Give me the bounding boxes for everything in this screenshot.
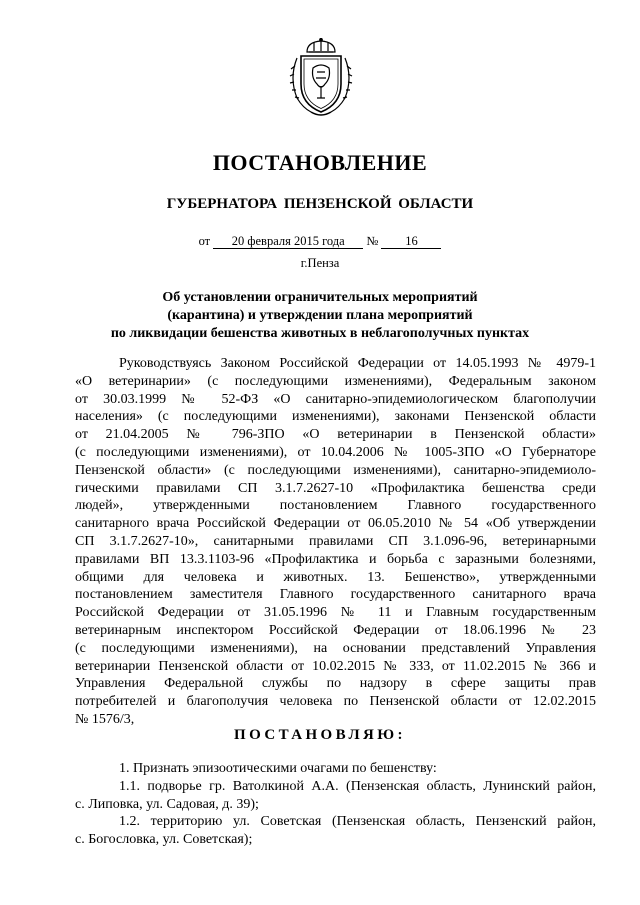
decree-heading: ПОСТАНОВЛЯЮ: xyxy=(234,727,406,743)
preamble-line: гическими правилами СП 3.1.7.2627-10 «Профилактика бешенства среди xyxy=(75,480,596,496)
preamble-line: санитарного врача Российской Федерации от 06.05.2010 № 54 «Об утверждении xyxy=(75,516,596,532)
preamble-line: от 21.04.2005 № 796-ЗПО «О ветеринарии в Пензенской области» xyxy=(75,427,596,443)
preamble-line: от 30.03.1999 № 52-ФЗ «О санитарно-эпидемиологическом благополучии xyxy=(75,391,596,407)
issuer: ГУБЕРНАТОРА ПЕНЗЕНСКОЙ ОБЛАСТИ xyxy=(166,196,474,212)
decree-item-line: 1. Признать эпизоотическими очагами по бешенству: xyxy=(119,761,437,776)
preamble-line: «О ветеринарии» (с последующими изменениями), Федеральным законом xyxy=(75,373,596,389)
title-line: по ликвидации бешенства животных в неблагополучных пунктах xyxy=(110,326,530,341)
decree-item-line: с. Липовка, ул. Садовая, д. 39); xyxy=(75,796,259,812)
date-prefix: от xyxy=(198,234,211,248)
city: г.Пенза xyxy=(300,256,340,270)
preamble-line: постановлением заместителя Главного государственного санитарного врача xyxy=(75,587,596,603)
preamble-line: людей», утвержденными постановлением Главного государственного xyxy=(75,498,596,514)
number-prefix: № xyxy=(366,234,379,248)
document-type: ПОСТАНОВЛЕНИЕ xyxy=(212,150,428,175)
preamble-line: СП 3.1.7.2627-10», санитарными правилами СП 3.1.096-96, ветеринарными xyxy=(75,533,596,549)
preamble-line: Российской Федерации от 31.05.1996 № 11 и Главным государственным xyxy=(75,605,596,621)
preamble-line: Руководствуясь Законом Российской Федерации от 14.05.1993 № 4979-1 xyxy=(119,356,596,371)
decree-items xyxy=(75,760,596,849)
preamble-line: правилами ВП 13.3.1103-96 «Профилактика и борьба с заразными болезнями, xyxy=(75,551,596,567)
title-line: (карантина) и утверждении плана мероприятий xyxy=(167,308,473,323)
decree-item-line: 1.2. территорию ул. Советская (Пензенская область, Пензенский район, xyxy=(119,814,596,830)
preamble-line: общими для человека и животных. 13. Бешенство», утвержденными xyxy=(75,569,596,585)
preamble-line: ветеринарии Пензенской области от 10.02.2015 № 333, от 11.02.2015 № 366 и xyxy=(75,658,596,674)
date-line xyxy=(0,234,640,249)
preamble xyxy=(75,355,596,729)
preamble-line: ветеринарным инспектором Российской Федерации от 18.06.1996 № 23 xyxy=(75,622,596,638)
decree-item-line: с. Богословка, ул. Советская); xyxy=(75,832,253,848)
coat-of-arms-icon xyxy=(287,38,355,120)
preamble-line: населения» (с последующими изменениями), законами Пензенской области xyxy=(75,409,596,425)
preamble-line: Пензенской области» (с последующими изменениями), санитарно-эпидемиоло- xyxy=(75,462,596,478)
document-date: 20 февраля 2015 года xyxy=(213,235,363,249)
decree-item-line: 1.1. подворье гр. Ватолкиной А.А. (Пензенская область, Лунинский район, xyxy=(119,778,596,794)
document-title xyxy=(0,289,640,343)
document-number: 16 xyxy=(381,235,441,249)
preamble-line: Управления Федеральной службы по надзору в сфере защиты прав xyxy=(75,676,596,692)
title-line: Об установлении ограничительных мероприятий xyxy=(162,290,478,305)
preamble-line: № 1576/3, xyxy=(75,711,135,727)
preamble-line: (с последующими изменениями), от 10.04.2006 № 1005-ЗПО «О Губернаторе xyxy=(75,444,596,460)
preamble-line: потребителей и благополучия человека по Пензенской области от 12.02.2015 xyxy=(75,694,596,710)
preamble-line: (с последующими изменениями), на основании представлений Управления xyxy=(75,640,596,656)
